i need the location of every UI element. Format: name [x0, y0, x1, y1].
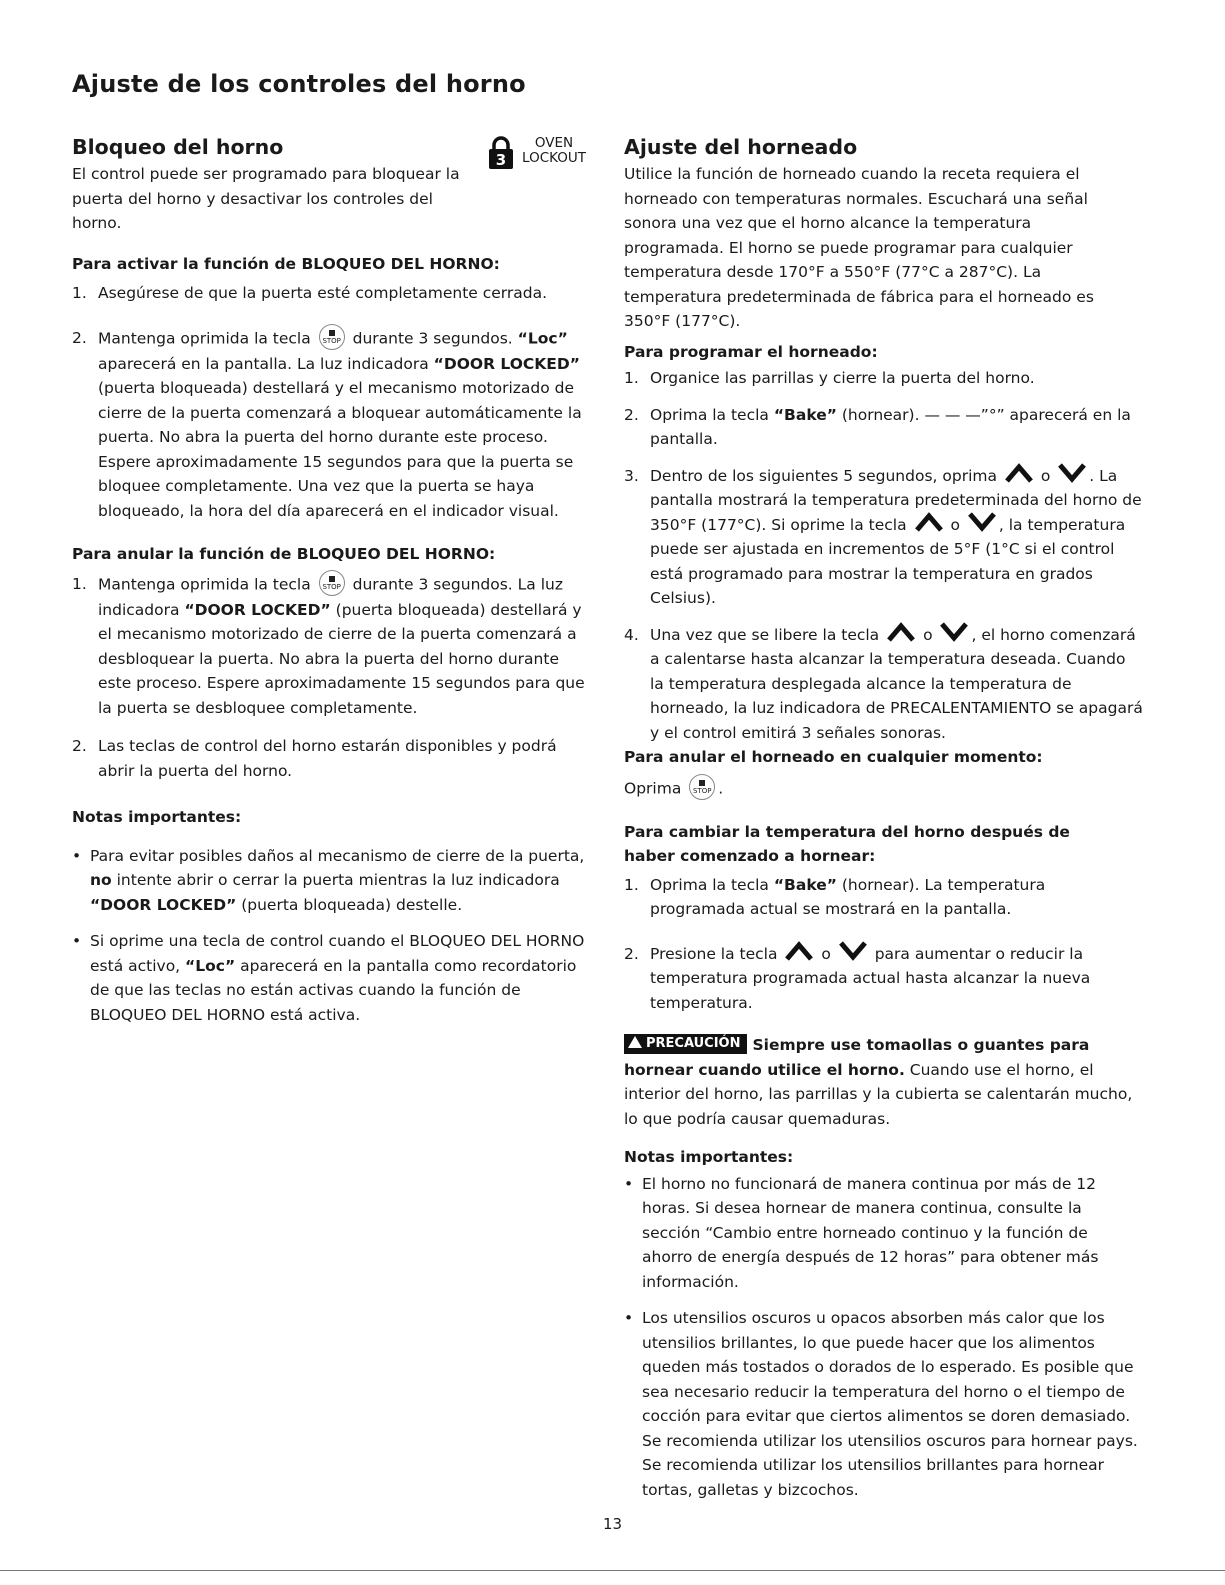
loc-display-text: “Loc” — [517, 329, 568, 347]
caution-label: PRECAUCIÓN — [646, 1035, 741, 1051]
step-text: Organice las parrillas y cierre la puerta del horno. — [650, 369, 1035, 387]
cancel-lockout-heading: Para anular la función de BLOQUEO DEL HORNO: — [72, 545, 496, 563]
bake-key-text: “Bake” — [773, 405, 837, 424]
lockout-notes-heading: Notas importantes: — [72, 808, 242, 826]
down-arrow-icon — [939, 622, 969, 642]
step-text-part: Mantenga oprimida la tecla — [98, 575, 311, 593]
bottom-rule — [0, 1570, 1225, 1571]
step-text — [650, 623, 1144, 746]
step-text — [650, 464, 1144, 611]
page-number: 13 — [602, 1515, 623, 1533]
step-number: 1. — [624, 369, 639, 387]
list-item — [624, 366, 1144, 391]
change-temp-steps — [624, 873, 1144, 1016]
step-text-part: (hornear). — — —”°” aparecerá en la pantalla. — [650, 405, 1131, 448]
program-bake-heading: Para programar el horneado: — [624, 342, 878, 361]
step-text — [650, 873, 1144, 922]
stop-key-icon — [689, 774, 715, 800]
lockout-notes — [72, 844, 592, 1028]
step-text-part: para aumentar o reducir la temperatura programada actual hasta alcanzar la nueva temperatura. — [650, 944, 1091, 1012]
step-text-part: durante 3 segundos. La luz indicadora — [98, 575, 563, 619]
list-item — [624, 942, 1144, 1016]
door-locked-text: “DOOR LOCKED” — [433, 354, 580, 373]
list-item — [624, 873, 1144, 922]
step-text-part: (puerta bloqueada) destellará y el mecanismo motorizado de cierre de la puerta comenzará a desbloquear la puerta. No abra la puerta del horno durante este proceso. Espere aproximadamente 15 segundos para que la puerta se desbloquee completamente. — [98, 600, 585, 717]
or-text: o — [821, 944, 831, 963]
step-number: 1. — [624, 875, 639, 894]
list-item — [72, 844, 592, 918]
up-arrow-icon — [784, 941, 814, 961]
step-text-part: Presione la tecla — [650, 944, 778, 963]
lockout-header — [72, 132, 592, 169]
step-text — [650, 403, 1144, 452]
or-text: o — [923, 625, 933, 644]
oven-lockout-badge — [488, 136, 586, 170]
up-arrow-icon — [1004, 463, 1034, 483]
cancel-lockout-steps — [72, 572, 592, 784]
note-text-part: (puerta bloqueada) destelle. — [241, 895, 463, 914]
stop-key-icon — [319, 324, 345, 350]
step-number: 1. — [72, 284, 87, 302]
note-text-part: intente abrir o cerrar la puerta mientras la luz indicadora — [116, 871, 560, 889]
up-arrow-icon — [914, 512, 944, 532]
step-number: 4. — [624, 625, 639, 644]
up-arrow-icon — [886, 622, 916, 642]
list-item — [72, 734, 592, 783]
step-number: 2. — [624, 405, 639, 424]
caution-bold-text: Siempre use tomaollas o guantes para hornear cuando utilice el horno. — [624, 1036, 1090, 1079]
door-locked-text: “DOOR LOCKED” — [90, 895, 237, 914]
list-item — [72, 929, 592, 1027]
bake-section — [624, 132, 1144, 1502]
bake-key-text: “Bake” — [773, 875, 837, 894]
lockout-heading: Bloqueo del horno — [72, 135, 284, 159]
bullet-icon: • — [72, 932, 82, 950]
note-text: Los utensilios oscuros u opacos absorben más calor que los utensilios brillantes, lo que puede hacer que los alimentos queden más tostados o dorados de lo esperado. Es posible que sea necesario reducir la temperatura del horno o el tiempo de cocción para evitar que ciertos alimentos se doren demasiado. Se recomienda utilizar los utensilios oscuros para hornear pays. Se recomienda utilizar los utensilios brillantes para hornear tortas, galletas y bizcochos. — [642, 1309, 1138, 1499]
note-text-part: Si oprime una tecla de control cuando el BLOQUEO DEL HORNO está activo, — [90, 932, 585, 975]
bullet-icon: • — [624, 1174, 634, 1193]
activate-lockout-steps — [72, 281, 592, 523]
step-text — [98, 572, 592, 721]
oven-lockout-line2: LOCKOUT — [522, 150, 586, 166]
oven-lockout-line1: OVEN — [534, 135, 574, 151]
step-text: Las teclas de control del horno estarán disponibles y podrá abrir la puerta del horno. — [98, 737, 557, 780]
step-text-part: (hornear). La temperatura programada actual se mostrará en la pantalla. — [650, 875, 1046, 918]
step-number: 2. — [72, 737, 87, 755]
down-arrow-icon — [1057, 463, 1087, 483]
step-text-part: Dentro de los siguientes 5 segundos, oprima — [650, 466, 997, 485]
step-text-part: aparecerá en la pantalla. La luz indicadora — [98, 354, 429, 373]
down-arrow-icon — [967, 512, 997, 532]
cancel-bake-text: Oprima STOP . — [624, 776, 1144, 802]
caution-badge — [624, 1034, 747, 1054]
lock-key-number: 3 — [495, 151, 507, 169]
list-item — [624, 1306, 1144, 1502]
note-text-part: aparecerá en la pantalla como recordatorio de que las teclas no están activas cuando la función de BLOQUEO DEL HORNO está activa. — [90, 956, 577, 1024]
step-number: 3. — [624, 466, 639, 485]
lockout-intro: El control puede ser programado para bloquear la puerta del horno y desactivar los controles del horno. — [72, 165, 460, 232]
program-bake-steps — [624, 366, 1144, 745]
lockout-section — [72, 132, 592, 1027]
step-text — [98, 326, 592, 524]
bake-heading: Ajuste del horneado — [624, 135, 858, 159]
list-item — [624, 464, 1144, 611]
step-text — [650, 942, 1144, 1016]
note-text — [90, 929, 592, 1027]
down-arrow-icon — [838, 941, 868, 961]
list-item — [72, 572, 592, 721]
list-item — [624, 623, 1144, 746]
note-text — [90, 844, 592, 918]
cancel-bake-label: Oprima — [624, 779, 682, 797]
caution-notice — [624, 1033, 1144, 1131]
step-text-part: . La pantalla mostrará la temperatura predeterminada del horno de 350°F (177°C). Si oprime la tecla — [650, 466, 1142, 534]
note-emphasis: no — [90, 871, 112, 889]
loc-display-text: “Loc” — [185, 956, 236, 975]
change-temp-heading: Para cambiar la temperatura del horno después de haber comenzado a hornear: — [624, 822, 1070, 865]
activate-lockout-heading: Para activar la función de BLOQUEO DEL HORNO: — [72, 254, 500, 273]
list-item — [624, 403, 1144, 452]
cancel-bake-heading: Para anular el horneado en cualquier momento: — [624, 748, 1043, 766]
bake-notes — [624, 1172, 1144, 1503]
step-text-part: , el horno comenzará a calentarse hasta alcanzar la temperatura deseada. Cuando la temperatura desplegada alcance la temperatura de horneado, la luz indicadora de PRECALENTAMIENTO se apagará y el control emitirá 3 señales sonoras. — [650, 625, 1143, 742]
caution-text: Cuando use el horno, el interior del horno, las parrillas y la cubierta se calentarán mucho, lo que podría causar quemaduras. — [624, 1060, 1133, 1128]
step-text-part: Una vez que se libere la tecla — [650, 625, 880, 644]
warning-triangle-icon — [628, 1036, 642, 1048]
bake-intro: Utilice la función de horneado cuando la receta requiera el horneado con temperaturas normales. Escuchará una señal sonora una vez que el horno alcance la temperatura programada. El horno se puede programar para cualquier temperatura desde 170°F a 550°F (77°C a 287°C). La temperatura predeterminada de fábrica para el horneado es 350°F (177°C). — [624, 165, 1094, 330]
or-text: o — [950, 515, 960, 534]
list-item — [624, 1172, 1144, 1295]
page-title: Ajuste de los controles del horno — [72, 70, 526, 98]
step-text: Asegúrese de que la puerta esté completamente cerrada. — [98, 284, 548, 302]
step-number: 1. — [72, 574, 87, 593]
oven-lockout-label — [522, 136, 586, 166]
step-text-part: Oprima la tecla — [650, 405, 769, 424]
step-text-part: durante 3 segundos. — [352, 329, 513, 347]
step-number: 2. — [624, 944, 639, 963]
bake-notes-heading: Notas importantes: — [624, 1148, 794, 1166]
bullet-icon: • — [624, 1309, 634, 1327]
note-text: El horno no funcionará de manera continua por más de 12 horas. Si desea hornear de manera continua, consulte la sección “Cambio entre horneado continuo y la función de ahorro de energía después de 12 horas” para obtener más información. — [642, 1174, 1099, 1291]
note-text-part: Para evitar posibles daños al mecanismo de cierre de la puerta, — [90, 846, 585, 865]
list-item — [72, 281, 592, 306]
or-text: o — [1040, 466, 1051, 485]
step-text-part: (puerta bloqueada) destellará y el mecanismo motorizado de cierre de la puerta comenzará a bloquear automáticamente la puerta. No abra la puerta del horno durante este proceso. Espere aproximadamente 15 segundos para que la puerta se bloquee completamente. Una vez que la puerta se haya bloqueado, la hora del día aparecerá en el indicador visual. — [98, 379, 582, 520]
list-item — [72, 326, 592, 524]
stop-key-icon — [319, 570, 345, 596]
bullet-icon: • — [72, 846, 82, 865]
lock-icon — [488, 136, 514, 170]
door-locked-text: “DOOR LOCKED” — [184, 600, 331, 619]
step-text-part: , la temperatura puede ser ajustada en incrementos de 5°F (1°C si el control está programado para mostrar la temperatura en grados Celsius). — [650, 515, 1126, 607]
step-text-part: Mantenga oprimida la tecla — [98, 329, 311, 347]
step-text-part: Oprima la tecla — [650, 875, 769, 894]
step-number: 2. — [72, 328, 87, 347]
